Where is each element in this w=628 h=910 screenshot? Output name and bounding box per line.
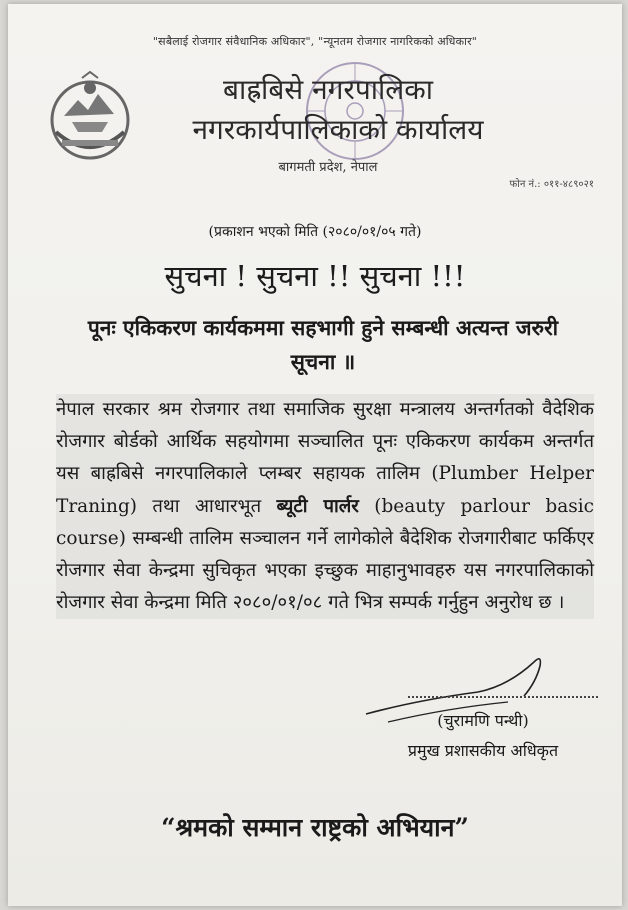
office-name: नगरकार्यपालिकाको कार्यालय (192, 113, 484, 146)
notice-headline: सुचना ! सुचना !! सुचना !!! (164, 259, 466, 293)
notice-body-bold: ब्यूटी पार्लर (276, 495, 359, 517)
notice-body (56, 394, 594, 619)
signer-title: प्रमुख प्रशासकीय अधिकृत (407, 741, 559, 760)
notice-body-part2: (beauty parlour basic course) सम्बन्धी तालिम सञ्चालन गर्ने लागेकोले बैदेशिक रोजगारीबाट फर्किएर रोजगार सेवा केन्द्रमा सुचिकृत भएका इच्छुक माहानुभावहरु यस नगरपालिकाको रोजगार सेवा केन्द्रमा मिति २०८०/०१/०८ गते भित्र सम्पर्क गर्नुहुन अनुरोध छ । (56, 495, 594, 614)
signature-line (408, 684, 598, 698)
notice-subject: पूनः एकिकरण कार्यकममा सहभागी हुने सम्बन्धी अत्यन्त जरुरी सूचना ॥ (87, 315, 559, 374)
motto: "सबैलाई रोजगार संवैधानिक अधिकार", "न्यूनतम रोजगार नागरिकको अधिकार" (152, 35, 478, 48)
slogan: “श्रमको सम्मान राष्ट्रको अभियान” (161, 813, 469, 842)
province-label: बागमती प्रदेश, नेपाल (278, 160, 378, 175)
notice-document (8, 4, 622, 906)
municipality-name: बाह्रबिसे नगरपालिका (222, 73, 434, 106)
publication-date: (प्रकाशन भएको मिति (२०८०/०१/०५ गते) (208, 224, 422, 240)
signer-name: (चुरामणि पन्थी) (437, 711, 529, 730)
government-emblem-icon (42, 70, 138, 166)
notice-body-part1: नेपाल सरकार श्रम रोजगार तथा समाजिक सुरक्षा मन्त्रालय अन्तर्गतको वैदेशिक रोजगार बोर्डको आर्थिक सहयोगमा सञ्चालित पूनः एकिकरण कार्यकम अन्तर्गत यस बाह्रबिसे नगरपालिकाले प्लम्बर सहायक तालिम (Plumber Helper Traning) तथा आधारभूत (56, 399, 594, 517)
phone-number: फोन नं.: ०११-४८९०२१ (509, 179, 594, 190)
